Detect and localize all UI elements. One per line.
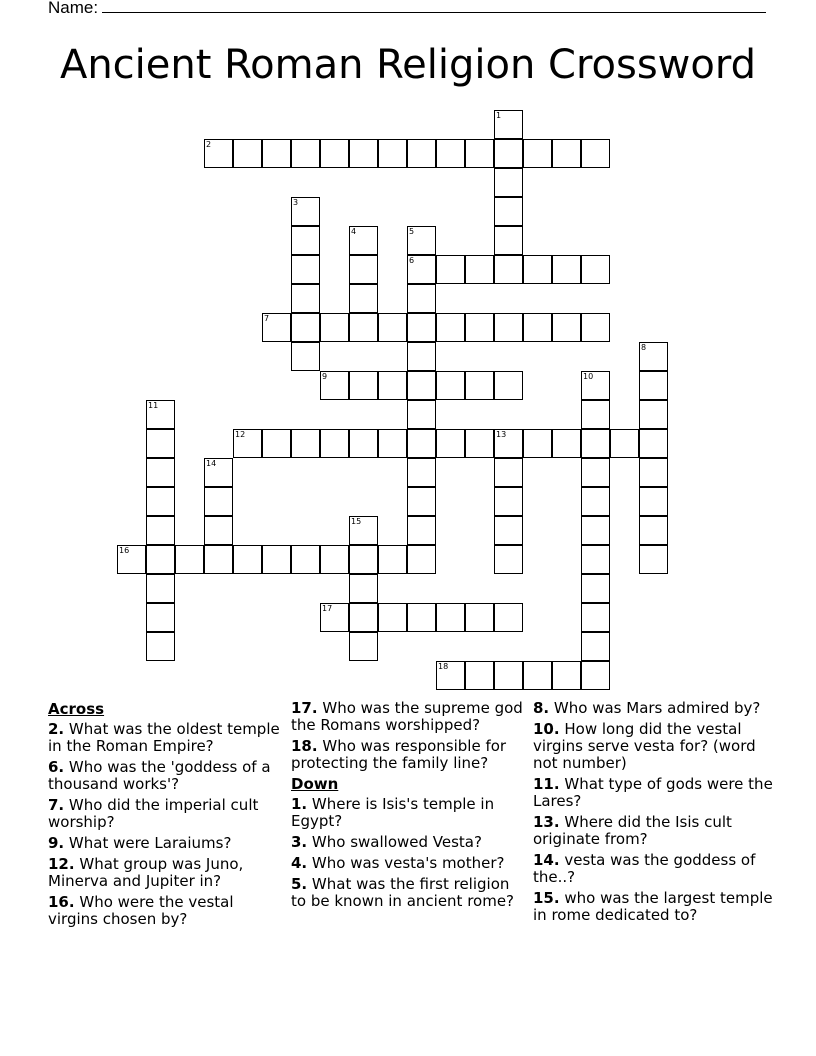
grid-cell[interactable] bbox=[581, 545, 610, 574]
grid-cell[interactable] bbox=[436, 603, 465, 632]
clue-down-4: 4. Who was vesta's mother? bbox=[291, 854, 505, 872]
grid-cell[interactable] bbox=[581, 516, 610, 545]
grid-cell[interactable] bbox=[204, 487, 233, 516]
cell-number: 17 bbox=[322, 604, 333, 613]
grid-cell[interactable] bbox=[465, 429, 494, 458]
grid-cell[interactable] bbox=[494, 226, 523, 255]
grid-cell[interactable] bbox=[465, 255, 494, 284]
grid-cell[interactable] bbox=[291, 197, 320, 226]
grid-cell[interactable] bbox=[436, 313, 465, 342]
grid-cell[interactable] bbox=[204, 516, 233, 545]
grid-cell[interactable] bbox=[494, 197, 523, 226]
grid-cell[interactable] bbox=[581, 255, 610, 284]
grid-cell[interactable] bbox=[494, 545, 523, 574]
grid-cell[interactable] bbox=[204, 458, 233, 487]
clue-down-14: 14. vesta was the goddess of the..? bbox=[533, 851, 756, 886]
grid-cell[interactable] bbox=[494, 458, 523, 487]
grid-cell[interactable] bbox=[349, 516, 378, 545]
grid-cell[interactable] bbox=[349, 429, 378, 458]
clue-down-15: 15. who was the largest temple in rome dedicated to? bbox=[533, 889, 773, 924]
cell-number: 3 bbox=[293, 198, 299, 207]
cell-number: 15 bbox=[351, 517, 362, 526]
grid-cell[interactable] bbox=[465, 139, 494, 168]
clue-across-12: 12. What group was Juno, Minerva and Jupiter in? bbox=[48, 855, 244, 890]
cell-number: 4 bbox=[351, 227, 357, 236]
grid-cell[interactable] bbox=[552, 313, 581, 342]
grid-cell[interactable] bbox=[465, 313, 494, 342]
grid-cell[interactable] bbox=[581, 661, 610, 690]
clue-across-6: 6. Who was the 'goddess of a thousand works'? bbox=[48, 758, 271, 793]
grid-cell[interactable] bbox=[146, 545, 175, 574]
grid-cell[interactable] bbox=[349, 574, 378, 603]
grid-cell[interactable] bbox=[349, 284, 378, 313]
clue-column-2 bbox=[291, 700, 529, 914]
grid-cell[interactable] bbox=[407, 487, 436, 516]
grid-cell[interactable] bbox=[349, 371, 378, 400]
grid-cell[interactable] bbox=[407, 284, 436, 313]
grid-cell[interactable] bbox=[291, 255, 320, 284]
grid-cell[interactable] bbox=[320, 139, 349, 168]
grid-cell[interactable] bbox=[291, 139, 320, 168]
clue-down-8: 8. Who was Mars admired by? bbox=[533, 699, 761, 717]
cell-number: 9 bbox=[322, 372, 328, 381]
grid-cell[interactable] bbox=[436, 139, 465, 168]
grid-cell[interactable] bbox=[175, 545, 204, 574]
cell-number: 11 bbox=[148, 401, 159, 410]
grid-cell[interactable] bbox=[146, 603, 175, 632]
grid-cell[interactable] bbox=[407, 429, 436, 458]
grid-cell[interactable] bbox=[639, 545, 668, 574]
grid-cell[interactable] bbox=[291, 342, 320, 371]
grid-cell[interactable] bbox=[146, 632, 175, 661]
grid-cell[interactable] bbox=[349, 313, 378, 342]
grid-cell[interactable] bbox=[146, 516, 175, 545]
grid-cell[interactable] bbox=[494, 255, 523, 284]
clue-down-13: 13. Where did the Isis cult originate from? bbox=[533, 813, 732, 848]
grid-cell[interactable] bbox=[523, 255, 552, 284]
grid-cell[interactable] bbox=[494, 139, 523, 168]
grid-cell[interactable] bbox=[639, 371, 668, 400]
grid-cell[interactable] bbox=[581, 487, 610, 516]
grid-cell[interactable] bbox=[494, 313, 523, 342]
grid-cell[interactable] bbox=[262, 429, 291, 458]
grid-cell[interactable] bbox=[349, 255, 378, 284]
grid-cell[interactable] bbox=[639, 429, 668, 458]
grid-cell[interactable] bbox=[320, 371, 349, 400]
grid-cell[interactable] bbox=[465, 603, 494, 632]
clue-down-3: 3. Who swallowed Vesta? bbox=[291, 833, 482, 851]
page-title: Ancient Roman Religion Crossword bbox=[59, 42, 757, 88]
grid-cell[interactable] bbox=[581, 603, 610, 632]
grid-cell[interactable] bbox=[523, 661, 552, 690]
grid-cell[interactable] bbox=[291, 284, 320, 313]
cell-number: 6 bbox=[409, 256, 415, 265]
grid-cell[interactable] bbox=[436, 429, 465, 458]
grid-cell[interactable] bbox=[146, 574, 175, 603]
grid-cell[interactable] bbox=[204, 139, 233, 168]
grid-cell[interactable] bbox=[407, 313, 436, 342]
grid-cell[interactable] bbox=[349, 632, 378, 661]
grid-cell[interactable] bbox=[320, 545, 349, 574]
grid-cell[interactable] bbox=[639, 400, 668, 429]
cell-number: 1 bbox=[496, 111, 502, 120]
clue-down-1: 1. Where is Isis's temple in Egypt? bbox=[291, 795, 495, 830]
grid-cell[interactable] bbox=[465, 661, 494, 690]
grid-cell[interactable] bbox=[552, 661, 581, 690]
grid-cell[interactable] bbox=[552, 429, 581, 458]
grid-cell[interactable] bbox=[552, 255, 581, 284]
grid-cell[interactable] bbox=[581, 371, 610, 400]
grid-cell[interactable] bbox=[117, 545, 146, 574]
grid-cell[interactable] bbox=[378, 139, 407, 168]
clue-across-2: 2. What was the oldest temple in the Roman Empire? bbox=[48, 720, 280, 755]
cell-number: 16 bbox=[119, 546, 130, 555]
name-label: Name: bbox=[48, 0, 99, 17]
grid-cell[interactable] bbox=[320, 429, 349, 458]
grid-cell[interactable] bbox=[262, 139, 291, 168]
grid-cell[interactable] bbox=[146, 458, 175, 487]
grid-cell[interactable] bbox=[378, 545, 407, 574]
grid-cell[interactable] bbox=[349, 226, 378, 255]
grid-cell[interactable] bbox=[407, 516, 436, 545]
grid-cell[interactable] bbox=[581, 458, 610, 487]
cell-number: 13 bbox=[496, 430, 507, 439]
grid-cell[interactable] bbox=[581, 429, 610, 458]
grid-cell[interactable] bbox=[494, 516, 523, 545]
clue-down-11: 11. What type of gods were the Lares? bbox=[533, 775, 773, 810]
grid-cell[interactable] bbox=[639, 458, 668, 487]
grid-cell[interactable] bbox=[494, 371, 523, 400]
grid-cell[interactable] bbox=[233, 545, 262, 574]
grid-cell[interactable] bbox=[523, 139, 552, 168]
clue-across-7: 7. Who did the imperial cult worship? bbox=[48, 796, 259, 831]
grid-cell[interactable] bbox=[378, 371, 407, 400]
grid-cell[interactable] bbox=[407, 255, 436, 284]
grid-cell[interactable] bbox=[349, 139, 378, 168]
cell-number: 18 bbox=[438, 662, 449, 671]
grid-cell[interactable] bbox=[494, 487, 523, 516]
grid-cell[interactable] bbox=[146, 400, 175, 429]
grid-cell[interactable] bbox=[494, 603, 523, 632]
grid-cell[interactable] bbox=[320, 603, 349, 632]
grid-cell[interactable] bbox=[146, 429, 175, 458]
clue-across-17: 17. Who was the supreme god the Romans worshipped? bbox=[291, 699, 523, 734]
grid-cell[interactable] bbox=[291, 429, 320, 458]
grid-cell[interactable] bbox=[639, 516, 668, 545]
grid-cell[interactable] bbox=[146, 487, 175, 516]
grid-cell[interactable] bbox=[320, 313, 349, 342]
clue-column-3 bbox=[533, 700, 778, 928]
grid-cell[interactable] bbox=[581, 632, 610, 661]
grid-cell[interactable] bbox=[407, 603, 436, 632]
grid-cell[interactable] bbox=[407, 342, 436, 371]
grid-cell[interactable] bbox=[407, 371, 436, 400]
grid-cell[interactable] bbox=[407, 545, 436, 574]
clue-down-5: 5. What was the first religion to be known in ancient rome? bbox=[291, 875, 515, 910]
grid-cell[interactable] bbox=[436, 371, 465, 400]
clue-across-18: 18. Who was responsible for protecting the family line? bbox=[291, 737, 507, 772]
grid-cell[interactable] bbox=[581, 574, 610, 603]
grid-cell[interactable] bbox=[523, 313, 552, 342]
clue-across-9: 9. What were Laraiums? bbox=[48, 834, 232, 852]
grid-cell[interactable] bbox=[494, 429, 523, 458]
grid-cell[interactable] bbox=[639, 342, 668, 371]
clue-column-1 bbox=[48, 700, 286, 932]
cell-number: 2 bbox=[206, 140, 212, 149]
cell-number: 14 bbox=[206, 459, 217, 468]
grid-cell[interactable] bbox=[291, 226, 320, 255]
grid-cell[interactable] bbox=[581, 313, 610, 342]
cell-number: 8 bbox=[641, 343, 647, 352]
cell-number: 5 bbox=[409, 227, 415, 236]
grid-cell[interactable] bbox=[523, 429, 552, 458]
grid-cell[interactable] bbox=[494, 661, 523, 690]
grid-cell[interactable] bbox=[407, 400, 436, 429]
across-header: Across bbox=[48, 700, 105, 718]
down-header: Down bbox=[291, 775, 339, 793]
grid-cell[interactable] bbox=[378, 313, 407, 342]
grid-cell[interactable] bbox=[204, 545, 233, 574]
cell-number: 10 bbox=[583, 372, 594, 381]
grid-cell[interactable] bbox=[581, 139, 610, 168]
grid-cell[interactable] bbox=[552, 139, 581, 168]
grid-cell[interactable] bbox=[494, 110, 523, 139]
clue-across-16: 16. Who were the vestal virgins chosen by? bbox=[48, 893, 234, 928]
grid-cell[interactable] bbox=[262, 313, 291, 342]
grid-cell[interactable] bbox=[233, 429, 262, 458]
grid-cell[interactable] bbox=[465, 371, 494, 400]
grid-cell[interactable] bbox=[378, 429, 407, 458]
clue-down-10: 10. How long did the vestal virgins serve vesta for? (word not number) bbox=[533, 720, 756, 772]
grid-cell[interactable] bbox=[407, 458, 436, 487]
grid-cell[interactable] bbox=[291, 313, 320, 342]
grid-cell[interactable] bbox=[436, 661, 465, 690]
grid-cell[interactable] bbox=[262, 545, 291, 574]
grid-cell[interactable] bbox=[639, 487, 668, 516]
grid-cell[interactable] bbox=[233, 139, 262, 168]
grid-cell[interactable] bbox=[349, 603, 378, 632]
grid-cell[interactable] bbox=[378, 603, 407, 632]
cell-number: 7 bbox=[264, 314, 270, 323]
grid-cell[interactable] bbox=[407, 139, 436, 168]
grid-cell[interactable] bbox=[407, 226, 436, 255]
grid-cell[interactable] bbox=[610, 429, 639, 458]
grid-cell[interactable] bbox=[291, 545, 320, 574]
grid-cell[interactable] bbox=[494, 168, 523, 197]
grid-cell[interactable] bbox=[436, 255, 465, 284]
cell-number: 12 bbox=[235, 430, 246, 439]
grid-cell[interactable] bbox=[349, 545, 378, 574]
grid-cell[interactable] bbox=[581, 400, 610, 429]
